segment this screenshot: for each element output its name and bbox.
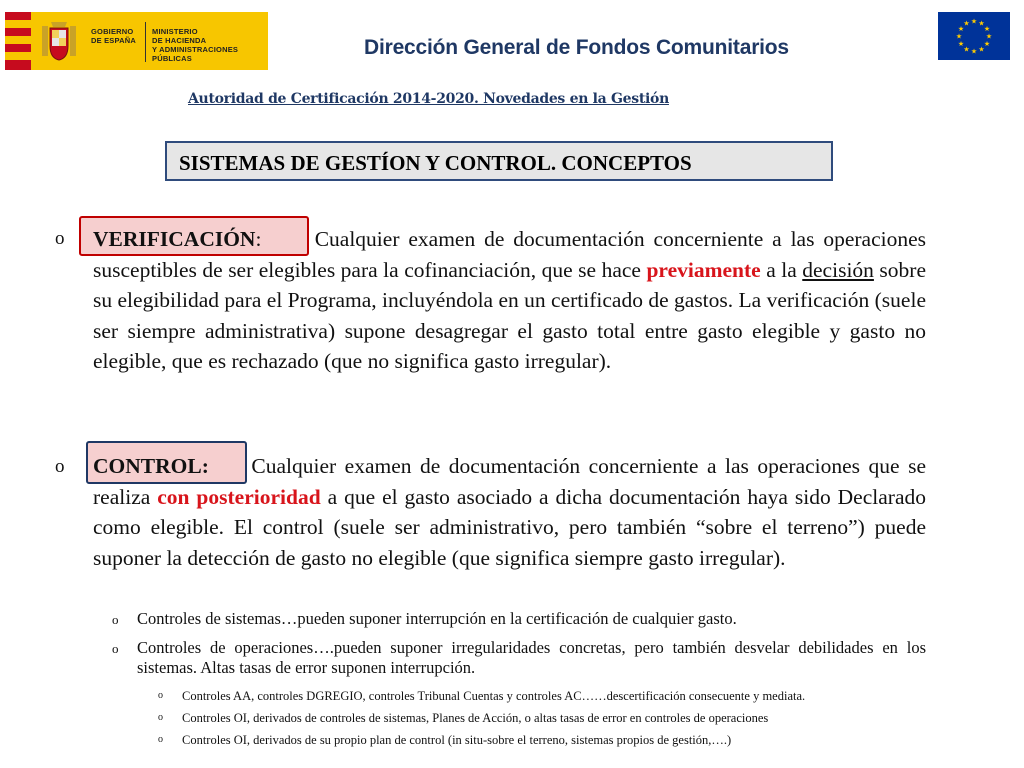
verificacion-underline-word: decisión <box>802 257 874 282</box>
eu-star-icon: ★ <box>955 32 963 41</box>
eu-star-icon: ★ <box>985 32 993 41</box>
control-highlight-word: con posterioridad <box>157 484 321 509</box>
control-text-a: Cualquier examen de documentación concerniente a las operaciones que se realiza <box>93 454 927 509</box>
page-subtitle: Autoridad de Certificación 2014-2020. Novedades en la Gestión <box>188 91 669 107</box>
verificacion-text-b: a la <box>760 257 803 282</box>
verificacion-highlight-word: previamente <box>646 257 761 282</box>
ministry-text: MINISTERIO DE HACIENDA Y ADMINISTRACIONES PÚBLICAS <box>152 27 239 63</box>
sub-sub-bullet: o <box>158 712 163 723</box>
page-title: Dirección General de Fondos Comunitarios <box>364 36 789 59</box>
control-text-b: a que el gasto asociado a dicha documentación haya sido Declarado como elegible. El control (suele ser administrativo, pero también “sobre el terreno”) puede suponer la detección de gasto no elegible (que significa siempre gasto irregular). <box>93 484 926 570</box>
sub-bullet: o <box>112 641 119 656</box>
sub-sub-bullet: o <box>158 690 163 701</box>
bullet-marker: o <box>55 228 65 249</box>
verificacion-term: VERIFICACIÓN <box>93 227 256 251</box>
verificacion-colon: : <box>255 227 262 251</box>
list-item: Controles OI, derivados de su propio plan de control (in situ-sobre el terreno, sistemas propios de gestión,….) <box>182 733 732 747</box>
eu-star-icon: ★ <box>963 19 970 28</box>
spain-flag-strip <box>5 12 31 70</box>
bullet-marker: o <box>55 456 65 477</box>
eu-star-icon: ★ <box>983 40 991 48</box>
eu-star-icon: ★ <box>957 40 965 48</box>
control-paragraph <box>93 451 926 573</box>
sub-sub-bullet: o <box>158 734 163 745</box>
eu-star-icon: ★ <box>963 45 970 54</box>
government-logo <box>5 12 268 70</box>
eu-star-icon: ★ <box>983 25 991 33</box>
verificacion-text-a: Cualquier examen de documentación concerniente a las operaciones susceptibles de ser elegibles para la cofinanciación, que se hace <box>93 227 927 282</box>
eu-star-icon: ★ <box>957 25 965 33</box>
logo-divider <box>145 22 146 62</box>
control-term: CONTROL: <box>93 454 209 478</box>
eu-star-icon: ★ <box>970 17 978 26</box>
eu-star-icon: ★ <box>978 19 985 28</box>
eu-flag-icon <box>938 12 1010 60</box>
gov-text: GOBIERNO DE ESPAÑA <box>91 27 137 45</box>
coat-of-arms-icon <box>38 20 80 64</box>
section-title: SISTEMAS DE GESTÍON Y CONTROL. CONCEPTOS <box>179 151 692 175</box>
list-item: Controles AA, controles DGREGIO, controles Tribunal Cuentas y controles AC……descertificación consecuente y mediata. <box>182 689 806 703</box>
list-item: Controles de sistemas…pueden suponer interrupción en la certificación de cualquier gasto. <box>137 609 737 628</box>
eu-star-icon: ★ <box>970 47 978 56</box>
list-item: Controles de operaciones….pueden suponer irregularidades concretas, pero también desvelar debilidades en los sistemas. Altas tasas de error suponen interrupción. <box>137 638 926 677</box>
verificacion-paragraph <box>93 224 926 377</box>
section-title-box <box>165 141 833 181</box>
eu-star-icon: ★ <box>978 45 985 54</box>
list-item: Controles OI, derivados de controles de sistemas, Planes de Acción, o altas tasas de error en controles de operaciones <box>182 711 769 725</box>
verificacion-text-c: sobre su elegibilidad para el Programa, incluyéndola en un certificado de gastos. La verificación (suele ser siempre administrativa) supone desagregar el gasto total entre gasto elegible y gasto no elegible, que es rechazado (que no significa gasto irregular). <box>93 257 926 373</box>
sub-bullet: o <box>112 612 119 627</box>
